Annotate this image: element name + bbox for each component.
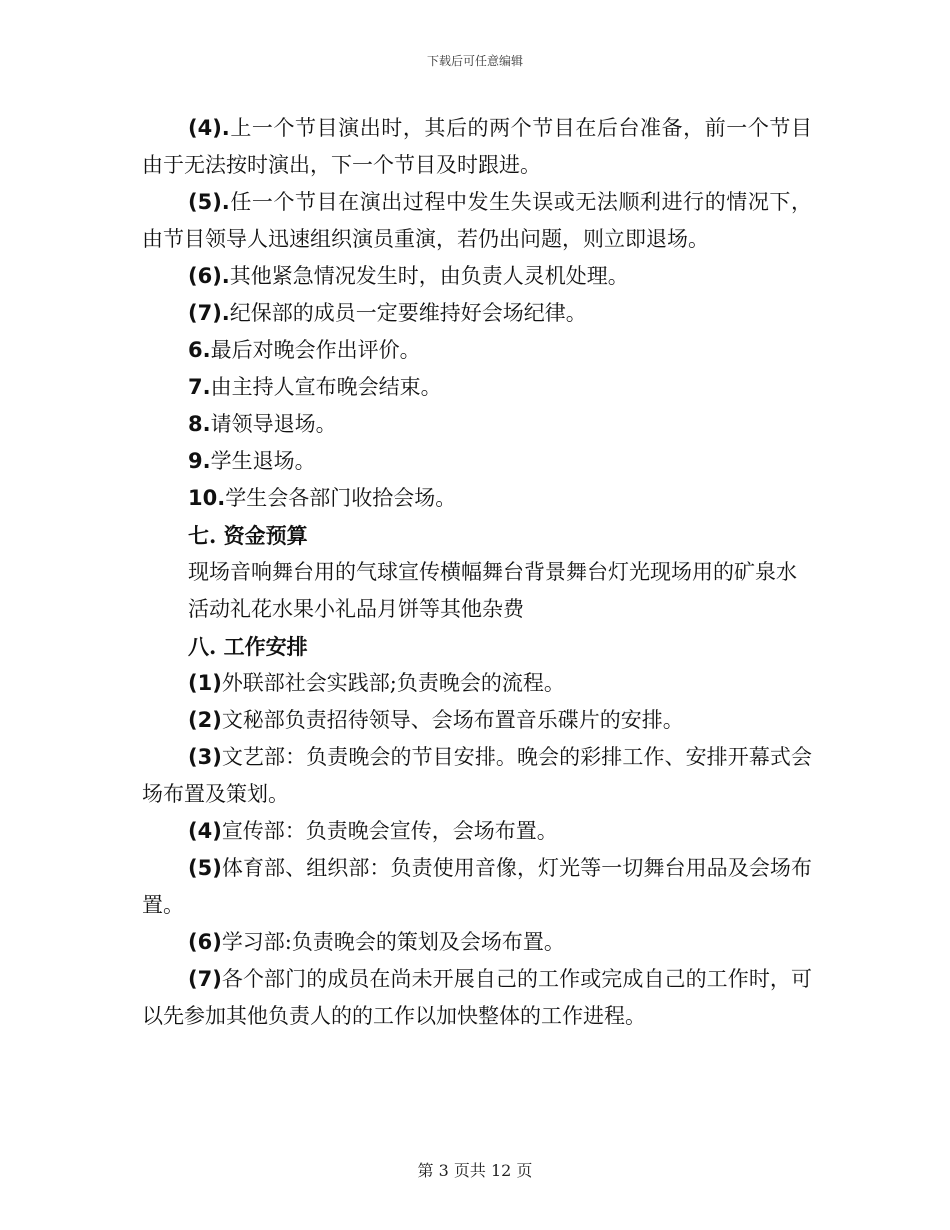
paragraph-text: 学生退场。 (210, 449, 316, 473)
section-heading-budget: 七. 资金预算 (188, 523, 308, 548)
paragraph-text: 外联部社会实践部;负责晚会的流程。 (221, 671, 565, 695)
paragraph-text: 文艺部：负责晚会的节目安排。晚会的彩排工作、安排开幕式会场布置及策划。 (142, 745, 812, 806)
paragraph-text: 宣传部：负责晚会宣传，会场布置。 (221, 819, 558, 843)
arrangement-4 (142, 813, 812, 850)
step-7 (142, 369, 812, 406)
item-number: (4). (188, 116, 230, 140)
arrangement-3 (142, 739, 812, 813)
paragraph-text: 由主持人宣布晚会结束。 (210, 375, 442, 399)
step-6 (142, 332, 812, 369)
paragraph-text: 其他紧急情况发生时，由负责人灵机处理。 (229, 264, 629, 288)
item-number: 9. (188, 449, 211, 473)
item-number: (7). (188, 301, 230, 325)
paragraph-text: 各个部门的成员在尚未开展自己的工作或完成自己的工作时，可以先参加其他负责人的的工作以加快整体的工作进程。 (142, 967, 812, 1028)
paragraph-7-dot (142, 295, 812, 332)
arrangement-6 (142, 924, 812, 961)
paragraph-text: 体育部、组织部：负责使用音像，灯光等一切舞台用品及会场布置。 (142, 856, 812, 917)
item-number: 6. (188, 338, 211, 362)
item-number: (5) (188, 856, 222, 880)
item-number: (7) (188, 967, 222, 991)
arrangement-1 (142, 665, 812, 702)
step-9 (142, 443, 812, 480)
paragraph-text: 学生会各部门收拾会场。 (225, 486, 457, 510)
budget-items-line-1: 现场音响舞台用的气球宣传横幅舞台背景舞台灯光现场用的矿泉水 (188, 560, 797, 584)
item-number: 7. (188, 375, 211, 399)
item-number: (4) (188, 819, 222, 843)
paragraph-text: 纪保部的成员一定要维持好会场纪律。 (229, 301, 587, 325)
item-number: 8. (188, 412, 211, 436)
paragraph-text: 文秘部负责招待领导、会场布置音乐碟片的安排。 (221, 708, 684, 732)
item-number: (6) (188, 930, 222, 954)
arrangement-7 (142, 961, 812, 1035)
paragraph-text: 学习部:负责晚会的策划及会场布置。 (221, 930, 565, 954)
item-number: (2) (188, 708, 222, 732)
item-number: (1) (188, 671, 222, 695)
budget-items-line-2: 活动礼花水果小礼品月饼等其他杂费 (188, 597, 524, 621)
step-10 (142, 480, 812, 517)
item-number: (5). (188, 190, 230, 214)
paragraph-6-dot (142, 258, 812, 295)
item-number: (6). (188, 264, 230, 288)
page-footer: 第 3 页共 12 页 (417, 1161, 533, 1180)
page-header: 下载后可任意编辑 (426, 54, 523, 68)
arrangement-5 (142, 850, 812, 924)
item-number: 10. (188, 486, 226, 510)
step-8 (142, 406, 812, 443)
arrangement-2 (142, 702, 812, 739)
paragraph-text: 请领导退场。 (210, 412, 337, 436)
paragraph-text: 上一个节目演出时，其后的两个节目在后台准备，前一个节目由于无法按时演出，下一个节目及时跟进。 (142, 116, 812, 177)
paragraph-4-dot (142, 110, 812, 184)
item-number: (3) (188, 745, 222, 769)
section-heading-work-arrangement: 八. 工作安排 (188, 634, 308, 659)
paragraph-text: 任一个节目在演出过程中发生失误或无法顺利进行的情况下，由节目领导人迅速组织演员重演，若仍出问题，则立即退场。 (142, 190, 812, 251)
document-body (142, 110, 812, 1035)
paragraph-5-dot (142, 184, 812, 258)
paragraph-text: 最后对晚会作出评价。 (210, 338, 421, 362)
